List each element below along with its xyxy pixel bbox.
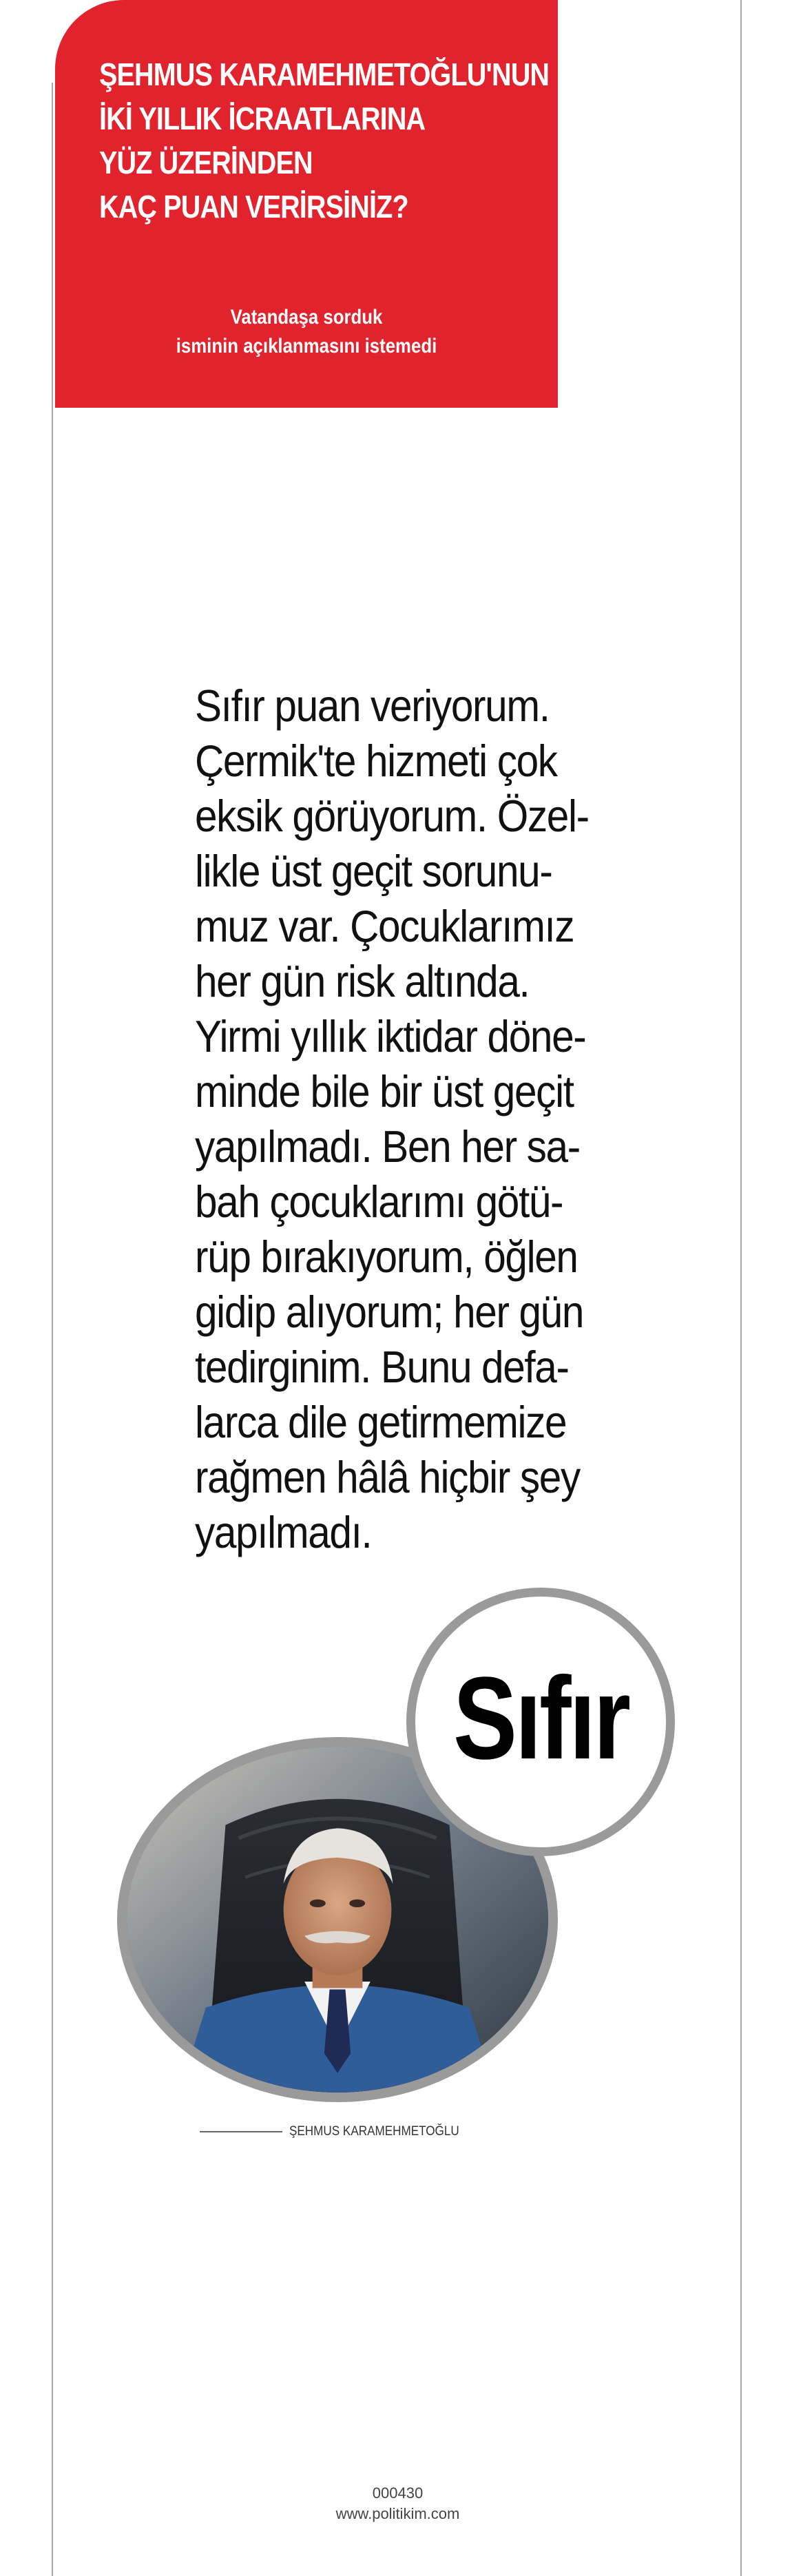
citizen-quote (195, 678, 592, 1560)
headline (99, 52, 550, 229)
left-column-rule (52, 83, 53, 2576)
quote-line: rağmen hâlâ hiçbir şey (195, 1452, 580, 1502)
quote-line: eksik görüyorum. Özel- (195, 791, 589, 841)
subline-line: isminin açıklanmasını istemedi (176, 335, 437, 357)
subline (55, 303, 558, 361)
footer (55, 2483, 740, 2524)
quote-line: tedirginim. Bunu defa- (195, 1342, 569, 1392)
score-badge (406, 1588, 675, 1856)
quote-line: minde bile bir üst geçit (195, 1066, 574, 1116)
quote-line: Çermik'te hizmeti çok (195, 736, 557, 786)
caption-divider (200, 2131, 282, 2132)
quote-line: rüp bırakıyorum, öğlen (195, 1232, 578, 1282)
footer-website: www.politikim.com (335, 2505, 460, 2522)
quote-line: yapılmadı. Ben her sa- (195, 1121, 580, 1172)
quote-line: likle üst geçit sorunu- (195, 846, 552, 896)
right-column-rule (740, 0, 742, 2576)
headline-line: İKİ YILLIK İCRAATLARINA (99, 101, 426, 136)
quote-line: larca dile getirmemize (195, 1397, 567, 1447)
headline-line: ŞEHMUS KARAMEHMETOĞLU'NUN (99, 56, 550, 92)
quote-line: gidip alıyorum; her gün (195, 1287, 584, 1337)
footer-code: 000430 (372, 2484, 424, 2502)
headline-line: KAÇ PUAN VERİRSİNİZ? (99, 189, 408, 225)
quote-line: muz var. Çocuklarımız (195, 901, 574, 951)
quote-line: Yirmi yıllık iktidar döne- (195, 1011, 586, 1061)
quote-line: bah çocuklarımı götü- (195, 1176, 563, 1227)
photo-caption-text: ŞEHMUS KARAMEHMETOĞLU (289, 2124, 459, 2139)
photo-caption (200, 2120, 489, 2143)
score-badge-text: Sıfır (452, 1653, 629, 1784)
headline-line: YÜZ ÜZERİNDEN (99, 145, 313, 180)
quote-line: yapılmadı. (195, 1507, 372, 1557)
quote-line: Sıfır puan veriyorum. (195, 681, 550, 731)
header-panel (55, 0, 558, 408)
quote-line: her gün risk altında. (195, 956, 530, 1006)
subline-line: Vatandaşa sorduk (230, 306, 383, 329)
